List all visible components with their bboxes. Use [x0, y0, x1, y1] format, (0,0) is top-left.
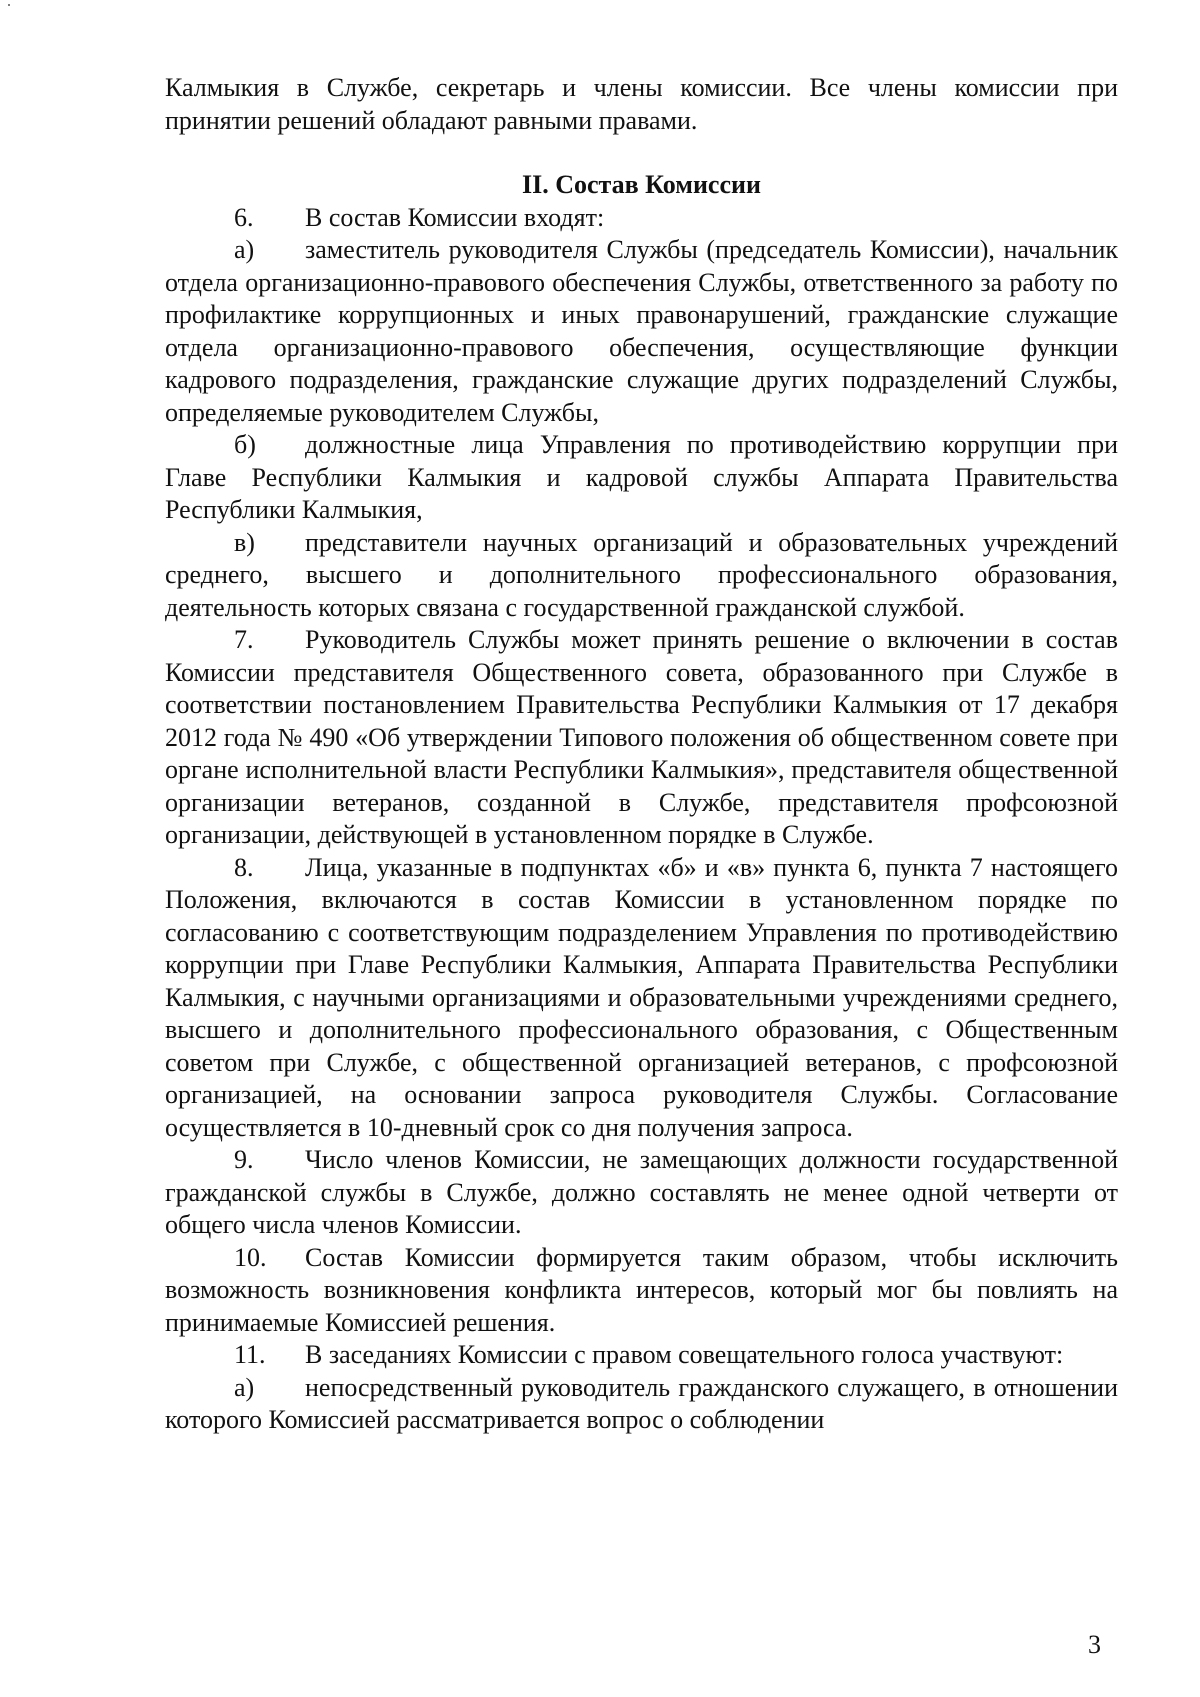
scan-artifact: [8, 4, 10, 6]
paragraph-number: 10.: [234, 1242, 267, 1272]
paragraph-8: [165, 852, 1118, 1145]
paragraph-text: непосредственный руководитель гражданского служащего, в отношении которого Комиссией рассматривается вопрос о соблюдении: [165, 1372, 1118, 1434]
subparagraph-6v: [165, 527, 1118, 625]
paragraph-text: В состав Комиссии входят:: [305, 202, 605, 232]
subparagraph-11a: [165, 1372, 1118, 1437]
paragraph-number: б): [234, 430, 256, 459]
paragraph-number: 6.: [234, 202, 254, 232]
paragraph-text: заместитель руководителя Службы (председатель Комиссии), начальник отдела организационно-правового обеспечения Службы, ответственного за работу по профилактике коррупционных и иных правонарушений, гражданские служащие отдела организационно-правового обеспечения, осуществляющие функции кадрового подразделения, гражданские служащие других подразделений Службы, определяемые руководителем Службы,: [165, 235, 1118, 427]
paragraph-9: [165, 1144, 1118, 1242]
paragraph-text: Руководитель Службы может принять решение о включении в состав Комиссии представителя Общественного совета, образованного при Службе в соответствии постановлением Правительства Республики Калмыкия от 17 декабря 2012 года № 490 «Об утверждении Типового положения об общественном совете при органе исполнительной власти Республики Калмыкия», представителя общественной организации ветеранов, созданной в Службе, представителя профсоюзной организации, действующей в установленном порядке в Службе.: [165, 625, 1118, 849]
section-heading: II. Состав Комиссии: [522, 170, 761, 199]
page-number: 3: [1088, 1630, 1101, 1659]
paragraph-number: 11.: [234, 1340, 266, 1369]
paragraph-text: должностные лица Управления по противодействию коррупции при Главе Республики Калмыкия и кадровой службы Аппарата Правительства Республики Калмыкия,: [165, 430, 1118, 524]
paragraph-number: 7.: [234, 625, 254, 654]
paragraph-number: а): [234, 235, 255, 264]
paragraph-number: 8.: [234, 852, 254, 882]
paragraph-text: представители научных организаций и образовательных учреждений среднего, высшего и дополнительного профессионального образования, деятельность которых связана с государственной гражданской службой.: [165, 527, 1118, 622]
paragraph-number: 9.: [234, 1145, 254, 1174]
paragraph-number: а): [234, 1372, 255, 1402]
paragraph-number: в): [234, 527, 255, 557]
paragraph-text: В заседаниях Комиссии с правом совещательного голоса участвуют:: [305, 1340, 1064, 1369]
document-body: [165, 72, 1118, 1437]
paragraph-text: Число членов Комиссии, не замещающих должности государственной гражданской службы в Службе, должно составлять не менее одной четверти от общего числа членов Комиссии.: [165, 1145, 1118, 1239]
paragraph-10: [165, 1242, 1118, 1340]
subparagraph-6a: [165, 234, 1118, 429]
paragraph-6: [165, 202, 1118, 235]
continuation-paragraph: Калмыкия в Службе, секретарь и члены комиссии. Все члены комиссии при принятии решений обладают равными правами.: [165, 73, 1118, 135]
paragraph-7: [165, 624, 1118, 852]
paragraph-11: [165, 1339, 1118, 1372]
paragraph-text: Лица, указанные в подпунктах «б» и «в» пункта 6, пункта 7 настоящего Положения, включаются в состав Комиссии в установленном порядке по согласованию с соответствующим подразделением Управления по противодействию коррупции при Главе Республики Калмыкия, Аппарата Правительства Республики Калмыкия, с научными организациями и образовательными учреждениями среднего, высшего и дополнительного профессионального образования, с Общественным советом при Службе, с общественной организацией ветеранов, с профсоюзной организацией, на основании запроса руководителя Службы. Согласование осуществляется в 10-дневный срок со дня получения запроса.: [165, 852, 1118, 1142]
paragraph-text: Состав Комиссии формируется таким образом, чтобы исключить возможность возникновения конфликта интересов, который мог бы повлиять на принимаемые Комиссией решения.: [165, 1242, 1118, 1337]
subparagraph-6b: [165, 429, 1118, 527]
